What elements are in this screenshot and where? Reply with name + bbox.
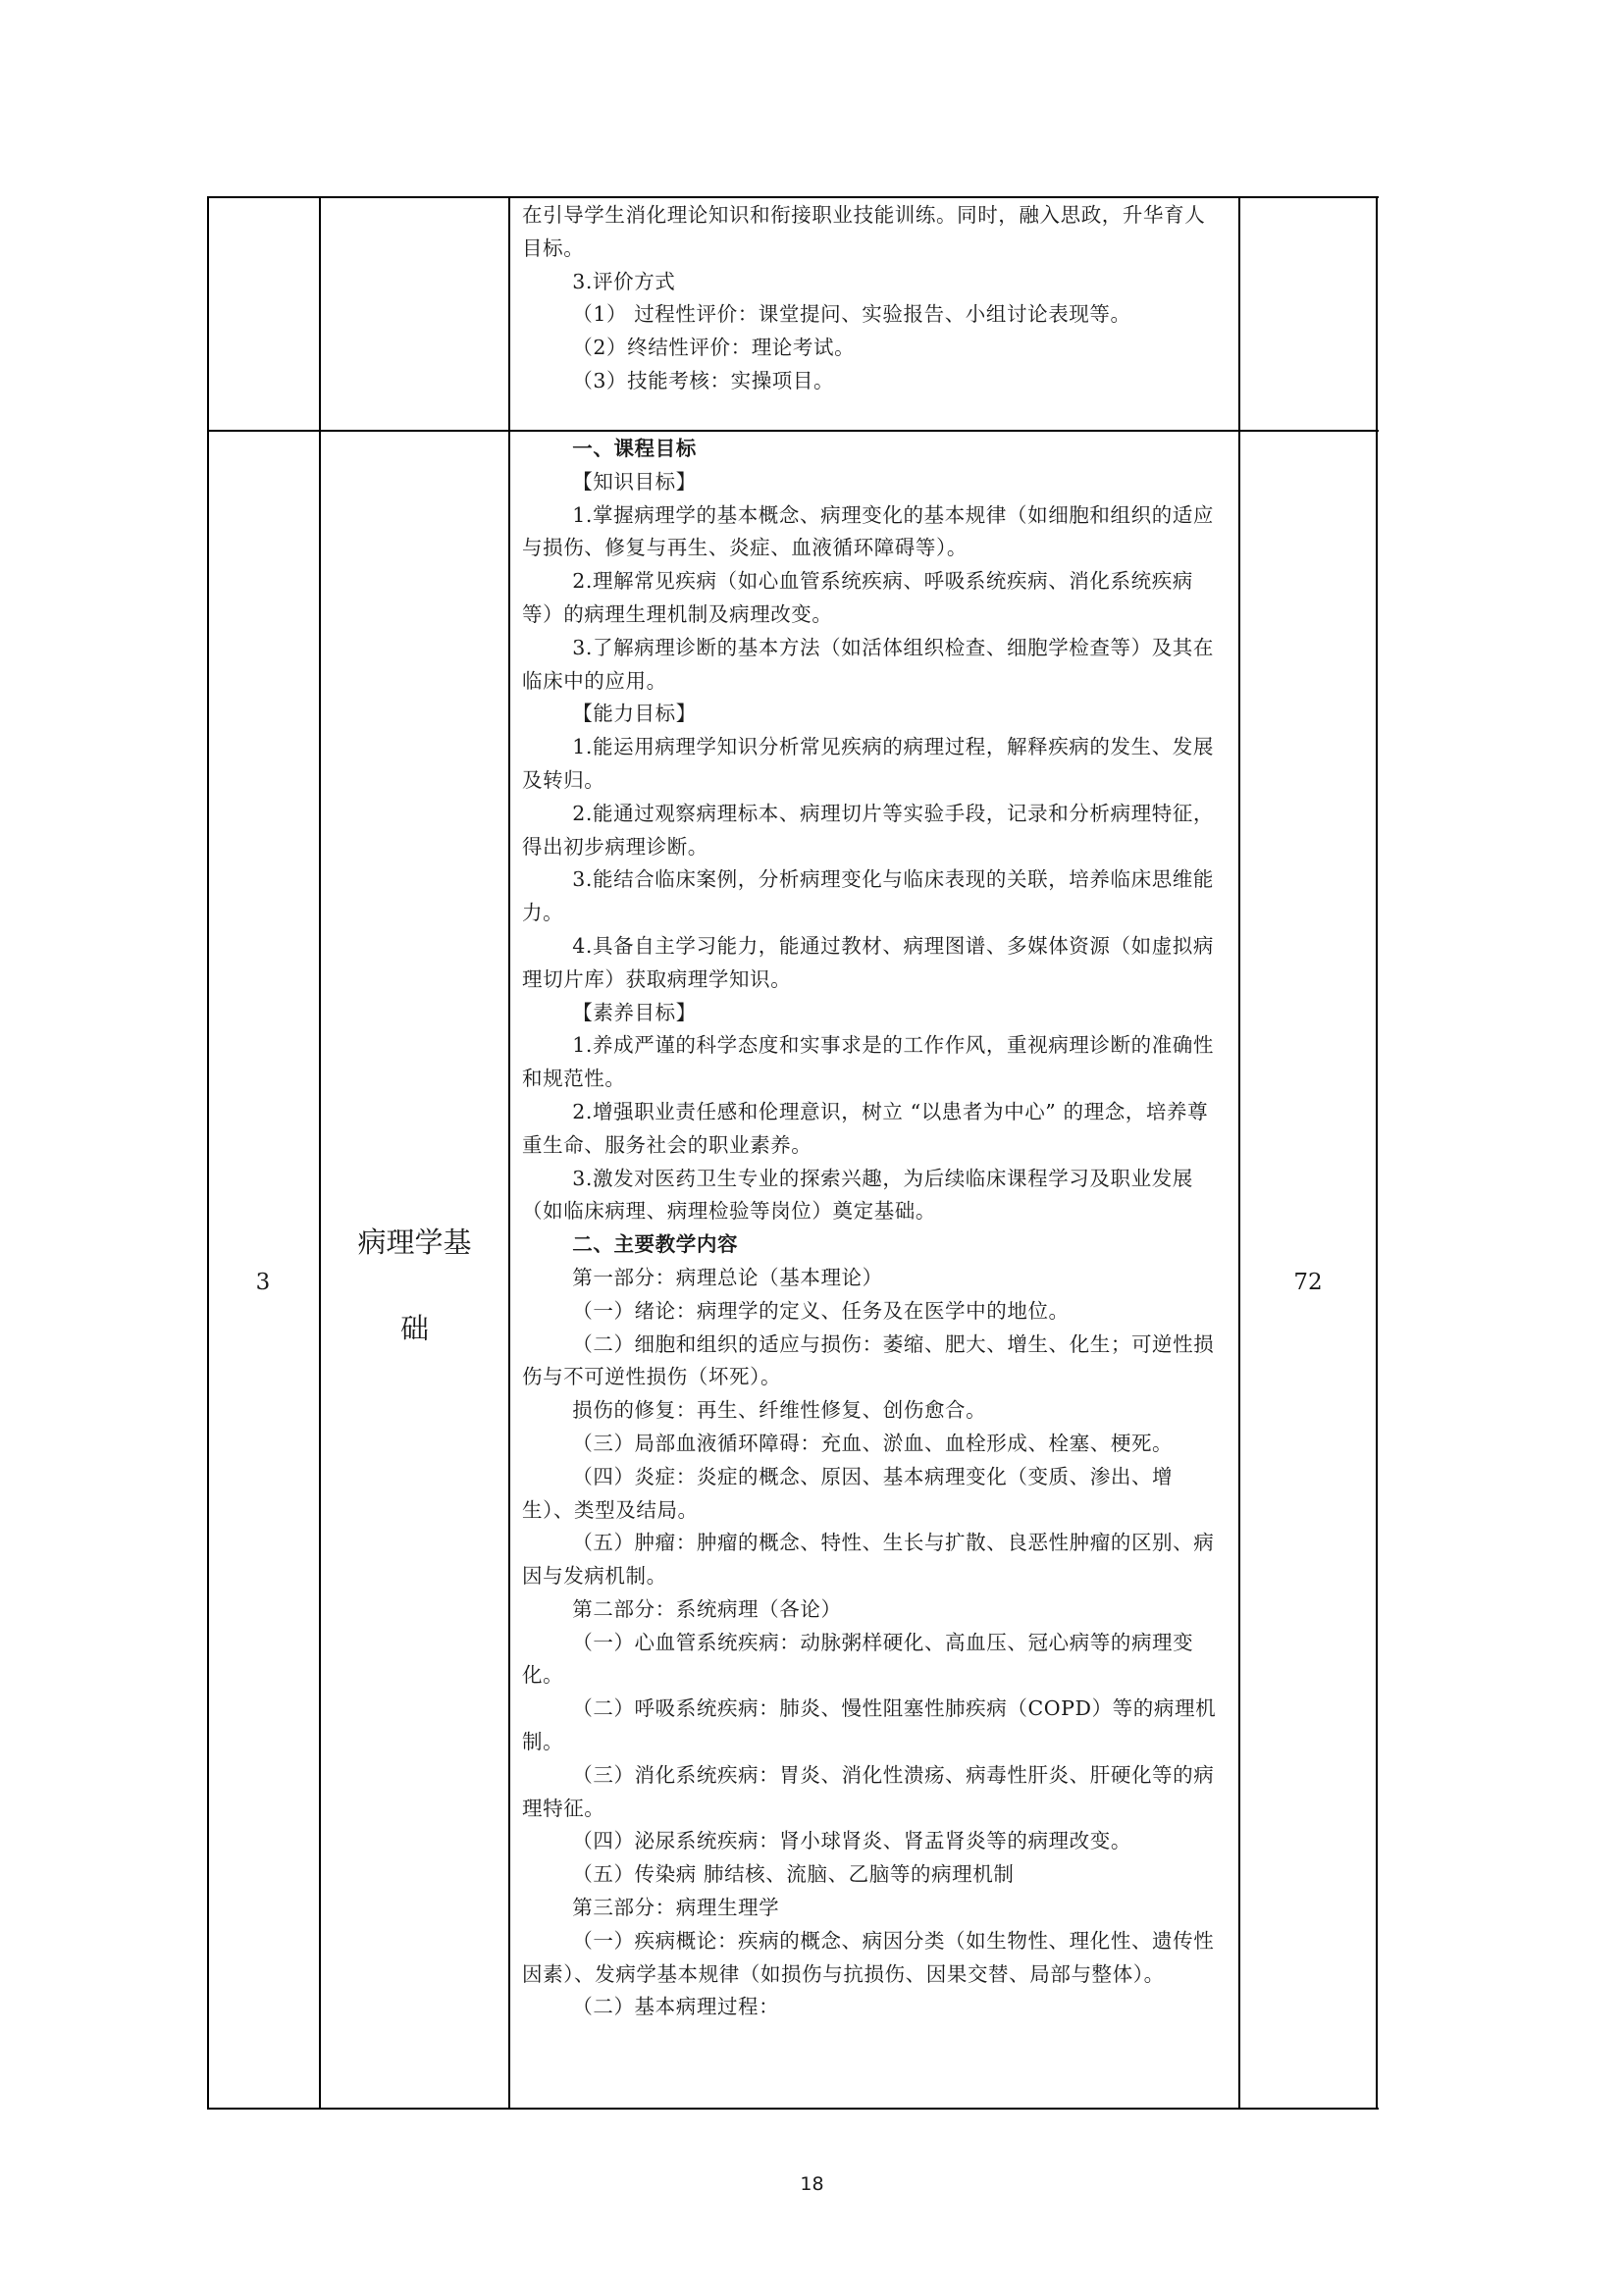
course-content — [522, 433, 1217, 2024]
content-paragraph: 1.能运用病理学知识分析常见疾病的病理过程，解释疾病的发生、发展及转归。 — [522, 735, 1215, 792]
table-column-divider — [508, 196, 510, 2110]
table-border-right — [1376, 196, 1378, 2110]
course-name-line2: 础 — [399, 1312, 429, 1345]
content-paragraph: （三）消化系统疾病：胃炎、消化性溃疡、病毒性肝炎、肝硬化等的病理特征。 — [522, 1762, 1215, 1820]
content-paragraph: 2.增强职业责任感和伦理意识，树立 “以患者为中心” 的理念，培养尊重生命、服务社会的职业素养。 — [522, 1099, 1209, 1157]
section-heading: 二、主要教学内容 — [572, 1232, 739, 1257]
content-paragraph: （四）泌尿系统疾病：肾小球肾炎、肾盂肾炎等的病理改变。 — [572, 1829, 1131, 1853]
content-paragraph: 2.理解常见疾病（如心血管系统疾病、呼吸系统疾病、消化系统疾病等）的病理生理机制及病理改变。 — [522, 569, 1193, 626]
course-number: 3 — [255, 1270, 271, 1295]
page-number: 18 — [800, 2173, 824, 2195]
content-paragraph: 【能力目标】 — [572, 702, 697, 726]
table-column-divider — [319, 196, 321, 2110]
course-hours: 72 — [1293, 1270, 1323, 1295]
content-paragraph: （四）炎症：炎症的概念、原因、基本病理变化（变质、渗出、增生）、类型及结局。 — [522, 1464, 1174, 1522]
content-paragraph: 3.能结合临床案例，分析病理变化与临床表现的关联，培养临床思维能力。 — [522, 867, 1215, 925]
content-paragraph: 3.了解病理诊断的基本方法（如活体组织检查、细胞学检查等）及其在临床中的应用。 — [522, 635, 1215, 693]
content-paragraph: （五）传染病 肺结核、流脑、乙脑等的病理机制 — [572, 1862, 1015, 1887]
content-paragraph: 【知识目标】 — [572, 469, 697, 494]
content-paragraph: 2.能通过观察病理标本、病理切片等实验手段，记录和分析病理特征，得出初步病理诊断。 — [522, 801, 1215, 859]
content-paragraph: 3.激发对医药卫生专业的探索兴趣，为后续临床课程学习及职业发展（如临床病理、病理检验等岗位）奠定基础。 — [522, 1166, 1193, 1224]
content-paragraph: 1.掌握病理学的基本概念、病理变化的基本规律（如细胞和组织的适应与损伤、修复与再生、炎症、血液循环障碍等）。 — [522, 502, 1215, 560]
table-border-top — [207, 196, 1379, 198]
course-name — [321, 1199, 508, 1372]
content-paragraph: （二）基本病理过程： — [572, 1995, 780, 2019]
table-border-left — [207, 196, 209, 2110]
content-paragraph: 1.养成严谨的科学态度和实事求是的工作作风，重视病理诊断的准确性和规范性。 — [522, 1033, 1215, 1091]
content-paragraph: （一）绪论：病理学的定义、任务及在医学中的地位。 — [572, 1298, 1070, 1323]
course-name-line1: 病理学基 — [357, 1226, 472, 1259]
content-paragraph: 在引导学生消化理论知识和衔接职业技能训练。同时，融入思政，升华育人目标。 — [522, 203, 1206, 260]
continued-row-content — [522, 199, 1217, 398]
content-paragraph: （一）疾病概论：疾病的概念、病因分类（如生物性、理化性、遗传性因素）、发病学基本规律（如损伤与抗损伤、因果交替、局部与整体）。 — [522, 1928, 1215, 1986]
content-paragraph: 4.具备自主学习能力，能通过教材、病理图谱、多媒体资源（如虚拟病理切片库）获取病理学知识。 — [522, 933, 1215, 991]
content-paragraph: （三）局部血液循环障碍：充血、淤血、血栓形成、栓塞、梗死。 — [572, 1431, 1174, 1455]
section-heading: 一、课程目标 — [572, 437, 697, 460]
content-paragraph: 【素养目标】 — [572, 1000, 697, 1024]
content-paragraph: （五）肿瘤：肿瘤的概念、特性、生长与扩散、良恶性肿瘤的区别、病因与发病机制。 — [522, 1531, 1215, 1589]
content-paragraph: （一）心血管系统疾病：动脉粥样硬化、高血压、冠心病等的病理变化。 — [522, 1630, 1194, 1688]
content-paragraph: （2）终结性评价：理论考试。 — [572, 336, 856, 360]
content-paragraph: （二）呼吸系统疾病：肺炎、慢性阻塞性肺疾病（COPD）等的病理机制。 — [522, 1696, 1217, 1754]
content-paragraph: 3.评价方式 — [572, 269, 676, 293]
table-column-divider — [1238, 196, 1240, 2110]
table-border-bottom — [207, 2108, 1379, 2110]
content-paragraph: 第二部分：系统病理（各论） — [572, 1596, 842, 1621]
content-paragraph: 第一部分：病理总论（基本理论） — [572, 1265, 883, 1289]
table-row-divider — [207, 430, 1379, 432]
content-paragraph: 第三部分：病理生理学 — [572, 1896, 780, 1920]
content-paragraph: （3）技能考核：实操项目。 — [572, 368, 835, 392]
content-paragraph: 损伤的修复：再生、纤维性修复、创伤愈合。 — [572, 1398, 987, 1423]
content-paragraph: （1） 过程性评价：课堂提问、实验报告、小组讨论表现等。 — [572, 302, 1131, 327]
content-paragraph: （二）细胞和组织的适应与损伤：萎缩、肥大、增生、化生；可逆性损伤与不可逆性损伤（坏死）。 — [522, 1331, 1215, 1389]
